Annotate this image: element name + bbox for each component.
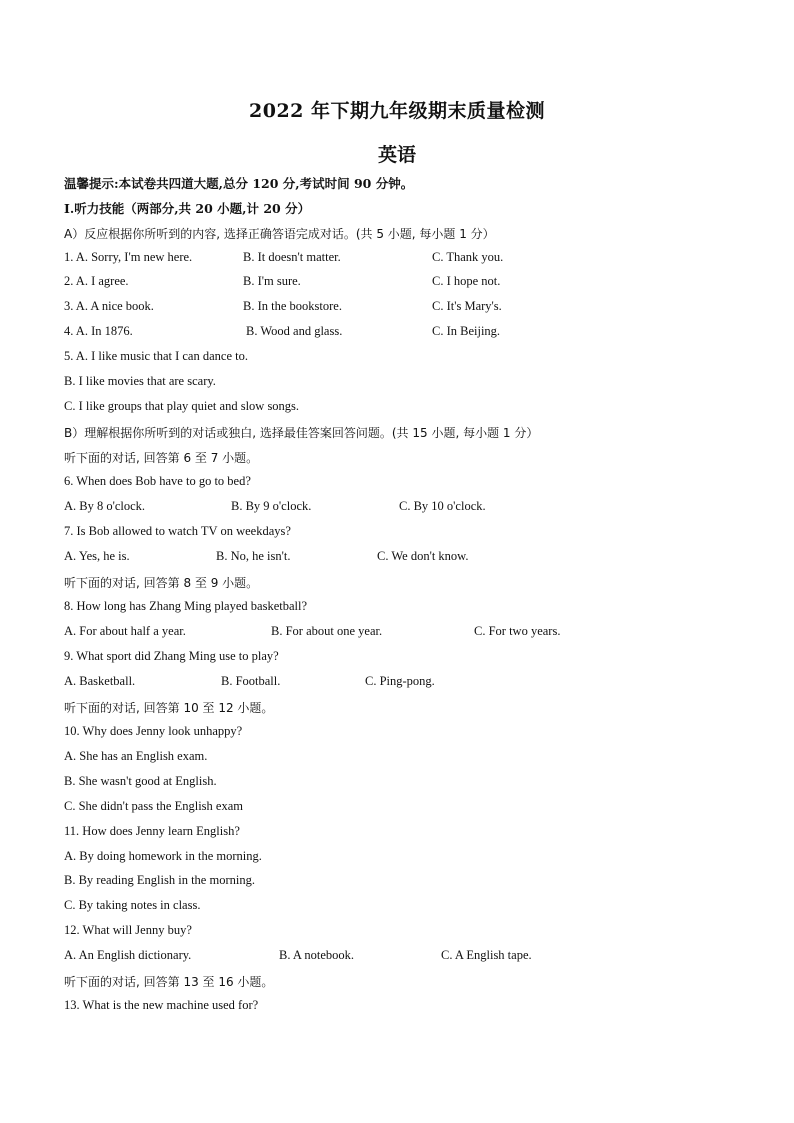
q3-option-c: C. It's Mary's. <box>432 299 502 313</box>
q5-option-a: 5. A. I like music that I can dance to. <box>64 349 248 363</box>
q11-option-a: A. By doing homework in the morning. <box>64 849 262 863</box>
q12-stem: 12. What will Jenny buy? <box>64 923 192 937</box>
q11-option-c: C. By taking notes in class. <box>64 898 201 912</box>
listen-instruction-13-16: 听下面的对话, 回答第 13 至 16 小题。 <box>64 975 274 989</box>
section-b-instructions: B）理解根据你所听到的对话或独白, 选择最佳答案回答问题。(共 15 小题, 每小题 1 分） <box>64 426 539 440</box>
q9-option-a: A. Basketball. <box>64 674 136 688</box>
q10-option-c: C. She didn't pass the English exam <box>64 799 243 813</box>
q10-stem: 10. Why does Jenny look unhappy? <box>64 724 243 738</box>
q1-option-c: C. Thank you. <box>432 250 504 264</box>
q5-option-c: C. I like groups that play quiet and slow songs. <box>64 399 300 413</box>
q1-option-a: 1. A. Sorry, I'm new here. <box>64 250 193 264</box>
q11-option-b: B. By reading English in the morning. <box>64 873 255 887</box>
q4-option-c: C. In Beijing. <box>432 324 501 338</box>
q7-option-a: A. Yes, he is. <box>64 549 130 563</box>
listen-instruction-6-7: 听下面的对话, 回答第 6 至 7 小题。 <box>64 451 259 465</box>
q7-stem: 7. Is Bob allowed to watch TV on weekdays? <box>64 524 291 538</box>
q10-option-b: B. She wasn't good at English. <box>64 774 217 788</box>
q3-option-a: 3. A. A nice book. <box>64 299 154 313</box>
subject-title: 英语 <box>377 144 416 166</box>
q8-stem: 8. How long has Zhang Ming played basketball? <box>64 599 308 613</box>
q3-option-b: B. In the bookstore. <box>243 299 342 313</box>
q6-option-c: C. By 10 o'clock. <box>399 499 486 513</box>
q5-option-b: B. I like movies that are scary. <box>64 374 216 388</box>
q11-stem: 11. How does Jenny learn English? <box>64 824 240 838</box>
section-a-instructions: A）反应根据你所听到的内容, 选择正确答语完成对话。(共 5 小题, 每小题 1 分） <box>64 227 495 241</box>
exam-tip: 温馨提示:本试卷共四道大题,总分 120 分,考试时间 90 分钟。 <box>64 176 414 191</box>
q4-option-b: B. Wood and glass. <box>246 324 343 338</box>
q10-option-a: A. She has an English exam. <box>64 749 208 763</box>
q2-option-b: B. I'm sure. <box>243 274 301 288</box>
q12-option-c: C. A English tape. <box>441 948 532 962</box>
q13-stem: 13. What is the new machine used for? <box>64 998 259 1012</box>
q6-option-a: A. By 8 o'clock. <box>64 499 146 513</box>
q4-option-a: 4. A. In 1876. <box>64 324 133 338</box>
q12-option-b: B. A notebook. <box>279 948 355 962</box>
q6-option-b: B. By 9 o'clock. <box>231 499 312 513</box>
q9-option-b: B. Football. <box>221 674 281 688</box>
q8-option-c: C. For two years. <box>474 624 561 638</box>
q8-option-a: A. For about half a year. <box>64 624 186 638</box>
q9-stem: 9. What sport did Zhang Ming use to play? <box>64 649 279 663</box>
q7-option-c: C. We don't know. <box>377 549 469 563</box>
section-heading-listening: I.听力技能（两部分,共 20 小题,计 20 分） <box>64 201 311 216</box>
q2-option-c: C. I hope not. <box>432 274 501 288</box>
q2-option-a: 2. A. I agree. <box>64 274 129 288</box>
q7-option-b: B. No, he isn't. <box>216 549 291 563</box>
listen-instruction-8-9: 听下面的对话, 回答第 8 至 9 小题。 <box>64 576 259 590</box>
q6-stem: 6. When does Bob have to go to bed? <box>64 474 251 488</box>
q9-option-c: C. Ping-pong. <box>365 674 435 688</box>
page-title: 2022 年下期九年级期末质量检测 <box>249 100 545 122</box>
q12-option-a: A. An English dictionary. <box>64 948 192 962</box>
listen-instruction-10-12: 听下面的对话, 回答第 10 至 12 小题。 <box>64 701 274 715</box>
q8-option-b: B. For about one year. <box>271 624 383 638</box>
q1-option-b: B. It doesn't matter. <box>243 250 341 264</box>
